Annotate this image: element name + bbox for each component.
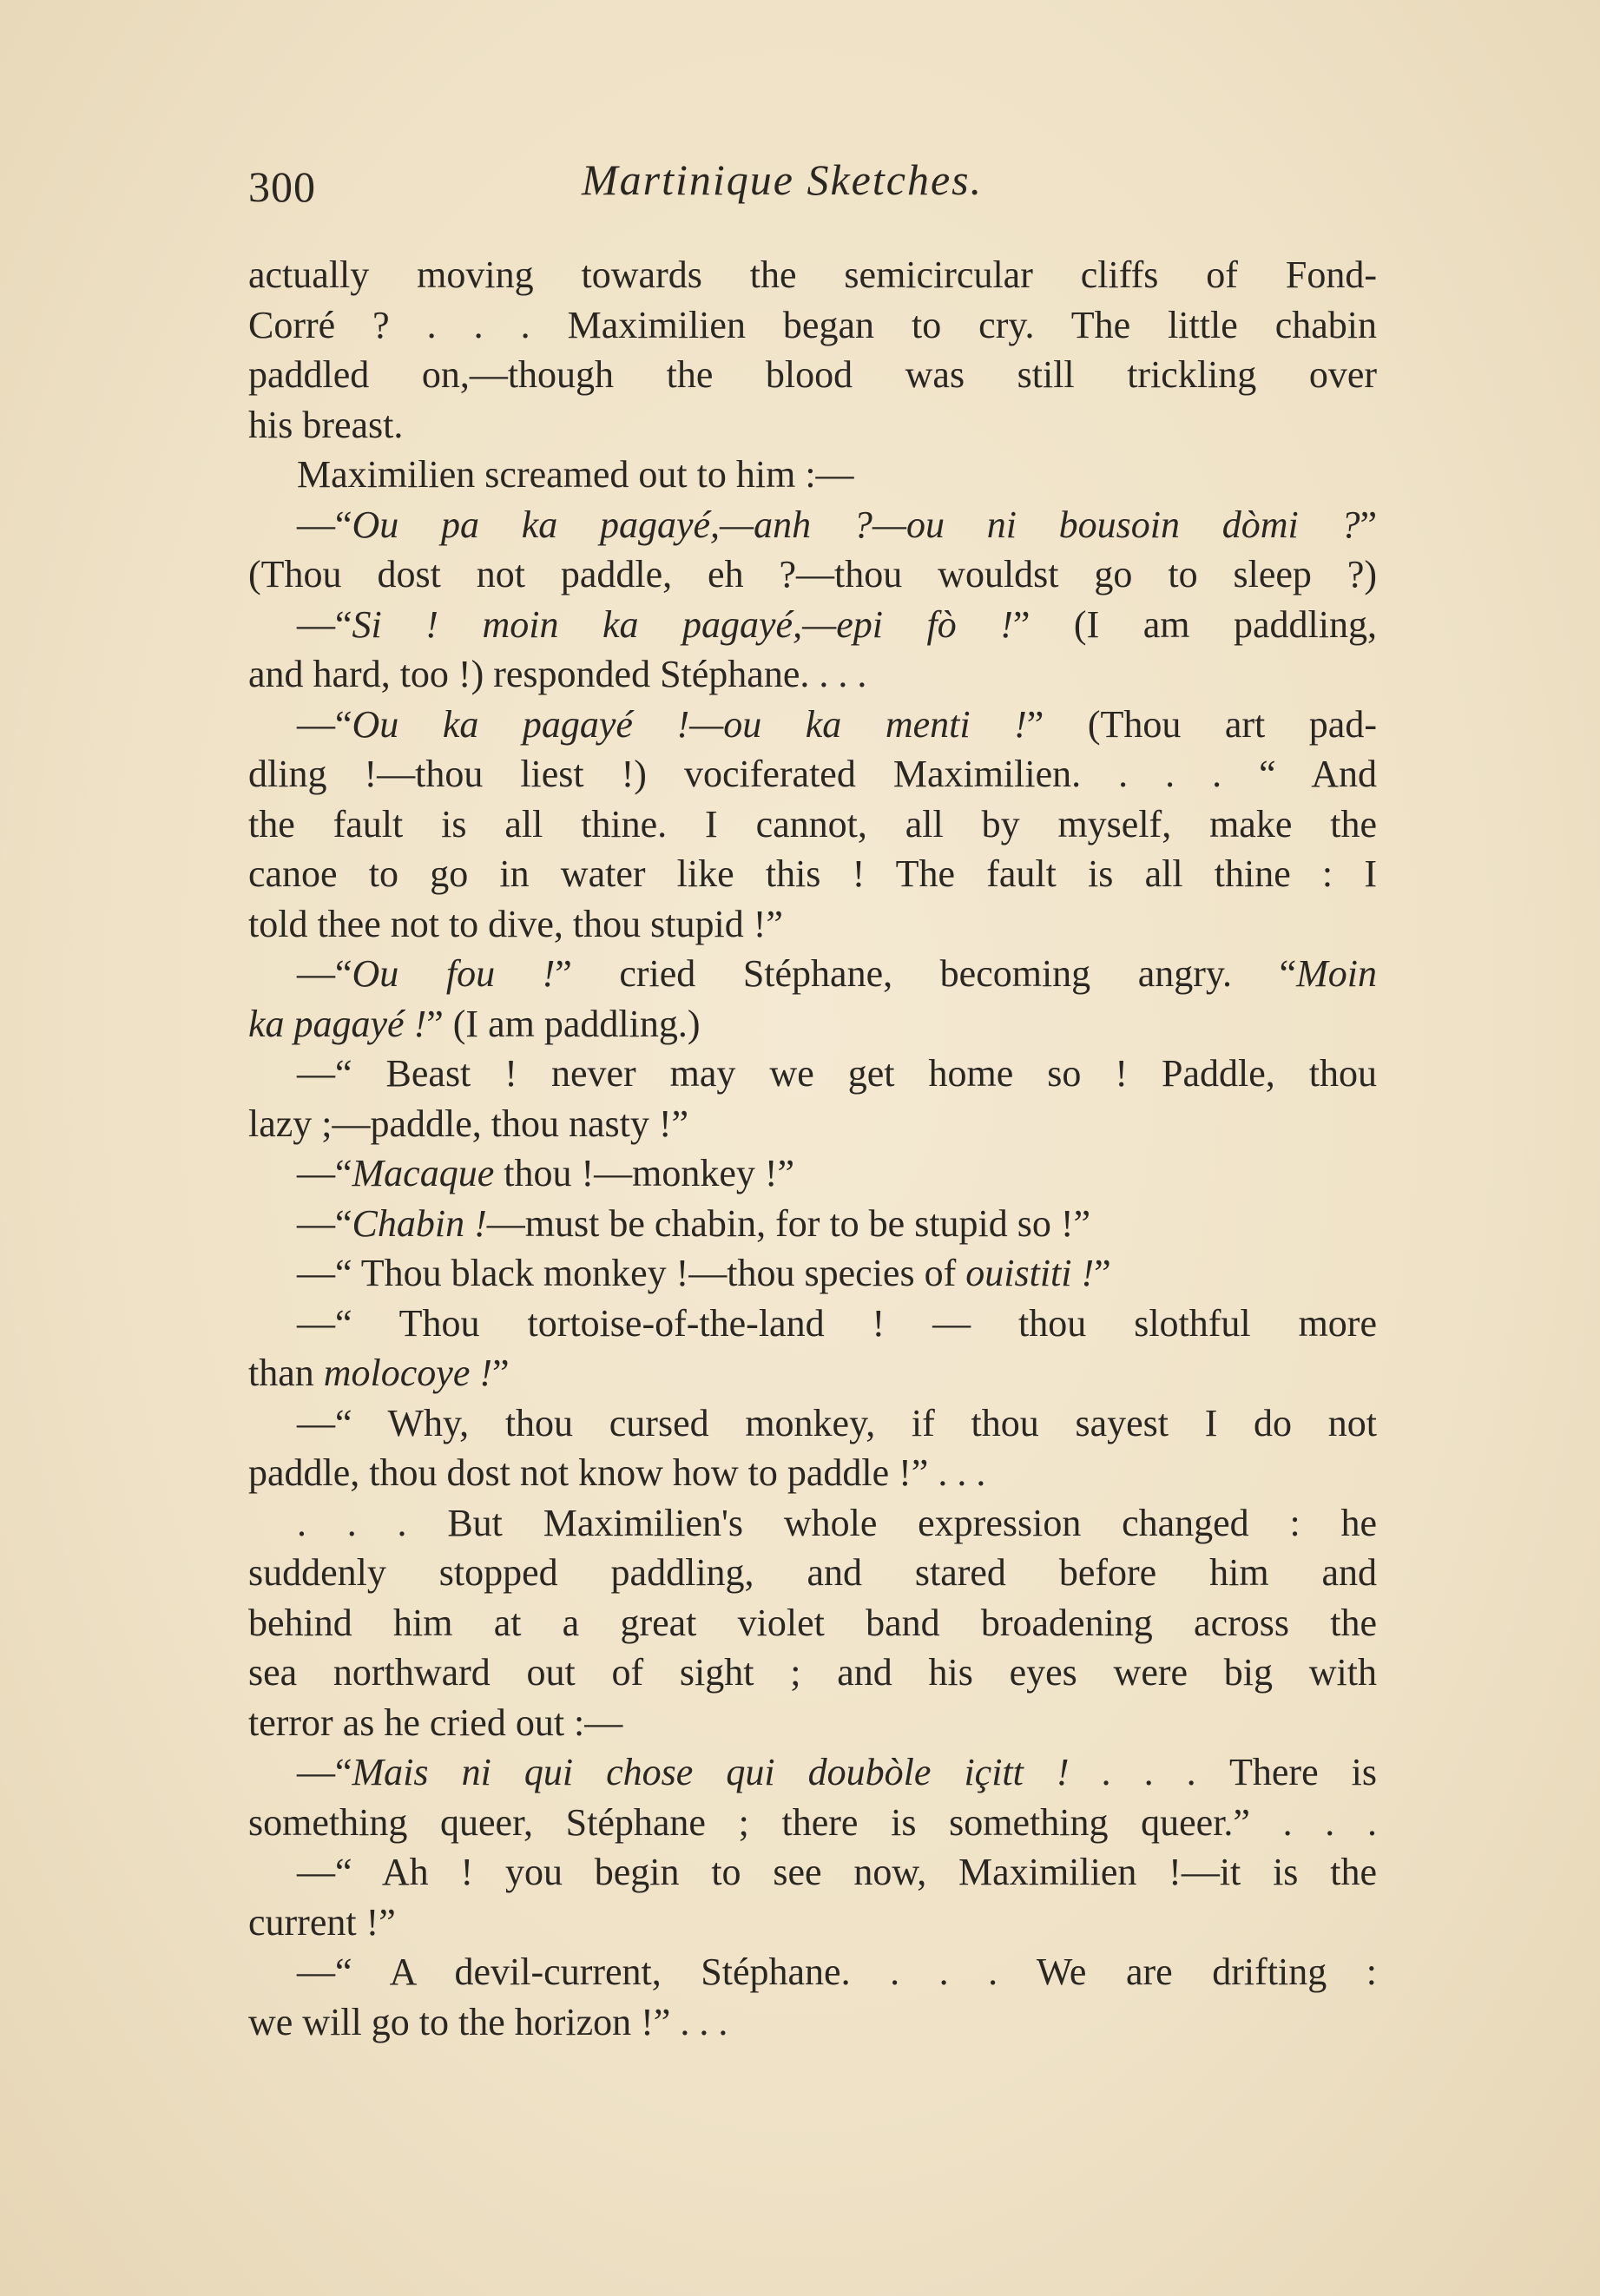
text-line: the fault is all thine. I cannot, all by myself, make the — [248, 802, 1377, 845]
text-line: lazy ;—paddle, thou nasty !” — [248, 1102, 689, 1145]
text-line: Maximilien screamed out to him :— — [297, 453, 854, 496]
text-line: and hard, too !) responded Stéphane. . . . — [248, 653, 867, 695]
text-line: behind him at a great violet band broadening across the — [248, 1601, 1377, 1644]
text-line: canoe to go in water like this ! The fault is all thine : I — [248, 852, 1377, 895]
text-line: than molocoye !” — [248, 1352, 510, 1394]
text-line: —“ Thou black monkey !—thou species of ouistiti !” — [297, 1252, 1111, 1294]
text-line: something queer, Stéphane ; there is something queer.” . . . — [248, 1800, 1377, 1844]
text-line: suddenly stopped paddling, and stared before him and — [248, 1551, 1377, 1594]
text-line: actually moving towards the semicircular cliffs of Fond- — [248, 253, 1377, 296]
text-line: paddle, thou dost not know how to paddle !” . . . — [248, 1451, 986, 1494]
text-line: dling !—thou liest !) vociferated Maximilien. . . . “ And — [248, 753, 1377, 795]
text-line: terror as he cried out :— — [248, 1701, 623, 1744]
text-line: sea northward out of sight ; and his eyes were big with — [248, 1651, 1377, 1694]
text-line: —“ Thou tortoise-of-the-land ! — thou slothful more — [297, 1301, 1377, 1345]
text-line: —“Chabin !—must be chabin, for to be stupid so !” — [297, 1201, 1091, 1245]
text-line: paddled on,—though the blood was still trickling over — [248, 353, 1377, 396]
text-line: (Thou dost not paddle, eh ?—thou wouldst go to sleep ?) — [248, 553, 1377, 595]
running-title: Martinique Sketches. — [582, 155, 984, 204]
text-line: —“ Ah ! you begin to see now, Maximilien !—it is the — [297, 1851, 1377, 1893]
text-line: we will go to the horizon !” . . . — [248, 2000, 728, 2043]
text-line: his breast. — [248, 403, 404, 446]
text-line: —“Si ! moin ka pagayé,—epi fò !” (I am paddling, — [297, 602, 1377, 646]
text-line: Corré ? . . . Maximilien began to cry. The little chabin — [248, 303, 1377, 346]
text-line: —“Ou pa ka pagayé,—anh ?—ou ni bousoin dòmi ?” — [297, 503, 1377, 546]
text-line: —“Mais ni qui chose qui doubòle içitt ! . . . There is — [297, 1751, 1377, 1793]
text-line: ka pagayé !” (I am paddling.) — [248, 1002, 701, 1045]
text-line: —“Macaque thou !—monkey !” — [297, 1152, 795, 1194]
text-line: —“Ou fou !” cried Stéphane, becoming angry. “Moin — [297, 952, 1378, 995]
text-line: —“ Why, thou cursed monkey, if thou sayest I do not — [297, 1401, 1377, 1444]
text-line: —“ A devil-current, Stéphane. . . . We are drifting : — [297, 1951, 1377, 1993]
text-line: —“ Beast ! never may we get home so ! Paddle, thou — [297, 1052, 1377, 1095]
text-line: —“Ou ka pagayé !—ou ka menti !” (Thou art pad- — [297, 702, 1377, 746]
text-line: current !” — [248, 1900, 396, 1944]
page-number: 300 — [248, 162, 316, 211]
text-line: told thee not to dive, thou stupid !” — [248, 902, 783, 945]
page-header — [248, 155, 1377, 215]
body-text — [248, 250, 1377, 2047]
text-line: . . . But Maximilien's whole expression changed : he — [297, 1501, 1377, 1544]
